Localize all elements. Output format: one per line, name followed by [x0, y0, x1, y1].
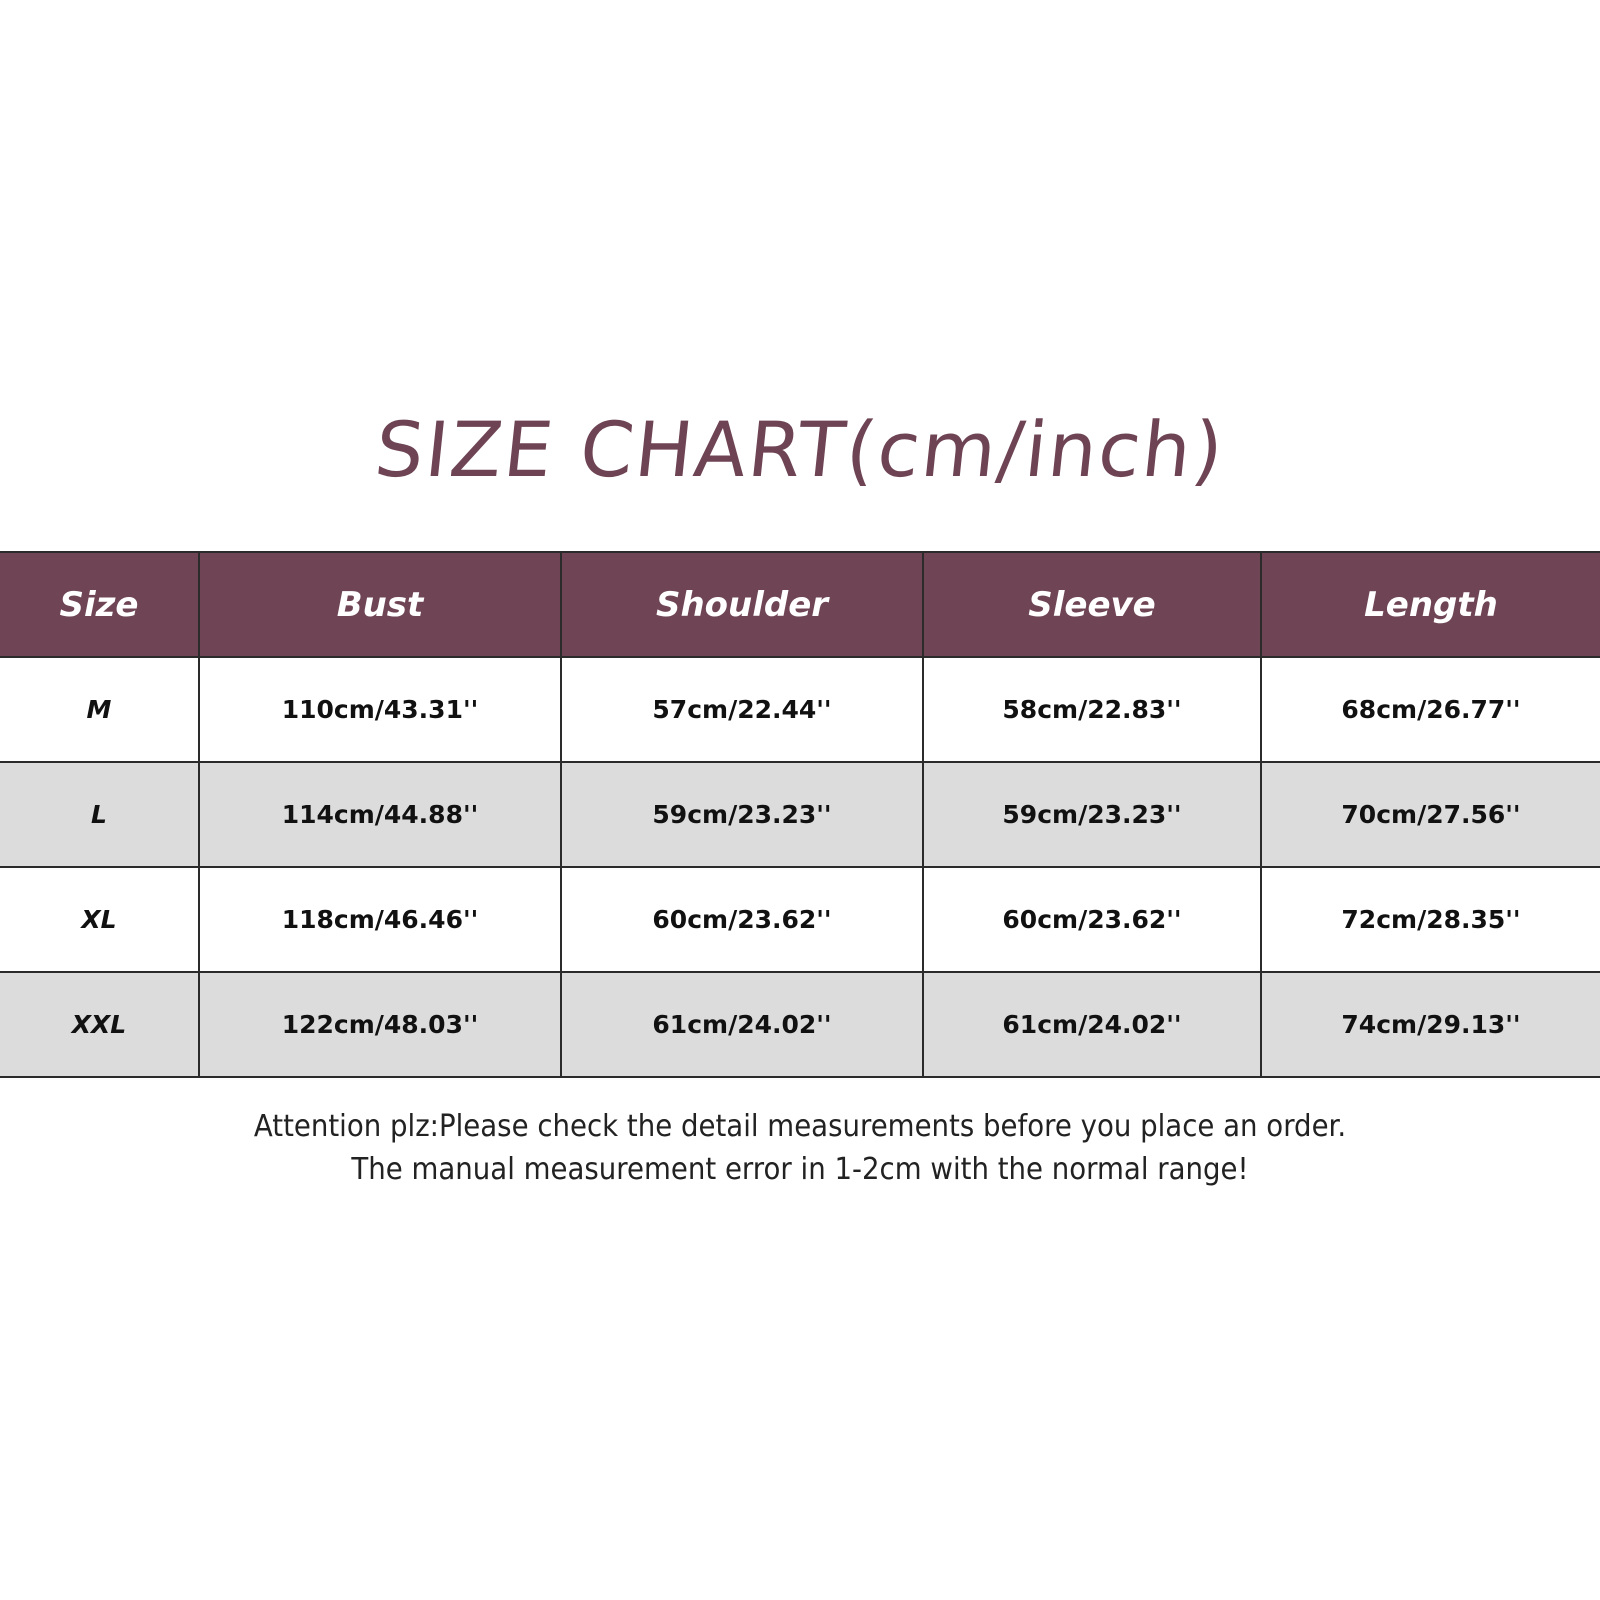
shoulder-cell: 60cm/23.62'' [561, 867, 923, 972]
bust-cell: 110cm/43.31'' [199, 657, 561, 762]
table-row [0, 867, 1600, 972]
header-sleeve: Sleeve [923, 552, 1261, 657]
note-line-1: Attention plz:Please check the detail measurements before you place an order. [253, 1109, 1347, 1144]
shoulder-cell: 59cm/23.23'' [561, 762, 923, 867]
length-cell: 74cm/29.13'' [1261, 972, 1600, 1077]
sleeve-cell: 58cm/22.83'' [923, 657, 1261, 762]
header-bust: Bust [199, 552, 561, 657]
table-row [0, 762, 1600, 867]
note-line-2: The manual measurement error in 1-2cm with the normal range! [351, 1152, 1249, 1187]
shoulder-cell: 57cm/22.44'' [561, 657, 923, 762]
header-length: Length [1261, 552, 1600, 657]
table-row [0, 972, 1600, 1077]
page-title: SIZE CHART(cm/inch) [370, 405, 1230, 494]
table-row [0, 657, 1600, 762]
sleeve-cell: 59cm/23.23'' [923, 762, 1261, 867]
sleeve-cell: 60cm/23.62'' [923, 867, 1261, 972]
table-header-row [0, 552, 1600, 657]
size-cell: M [0, 657, 199, 762]
bust-cell: 118cm/46.46'' [199, 867, 561, 972]
header-size: Size [0, 552, 199, 657]
length-cell: 70cm/27.56'' [1261, 762, 1600, 867]
length-cell: 72cm/28.35'' [1261, 867, 1600, 972]
shoulder-cell: 61cm/24.02'' [561, 972, 923, 1077]
size-cell: XXL [0, 972, 199, 1077]
bust-cell: 114cm/44.88'' [199, 762, 561, 867]
size-cell: XL [0, 867, 199, 972]
size-chart-table [0, 551, 1600, 1078]
sleeve-cell: 61cm/24.02'' [923, 972, 1261, 1077]
header-shoulder: Shoulder [561, 552, 923, 657]
length-cell: 68cm/26.77'' [1261, 657, 1600, 762]
attention-notes [64, 1105, 1536, 1191]
size-cell: L [0, 762, 199, 867]
bust-cell: 122cm/48.03'' [199, 972, 561, 1077]
